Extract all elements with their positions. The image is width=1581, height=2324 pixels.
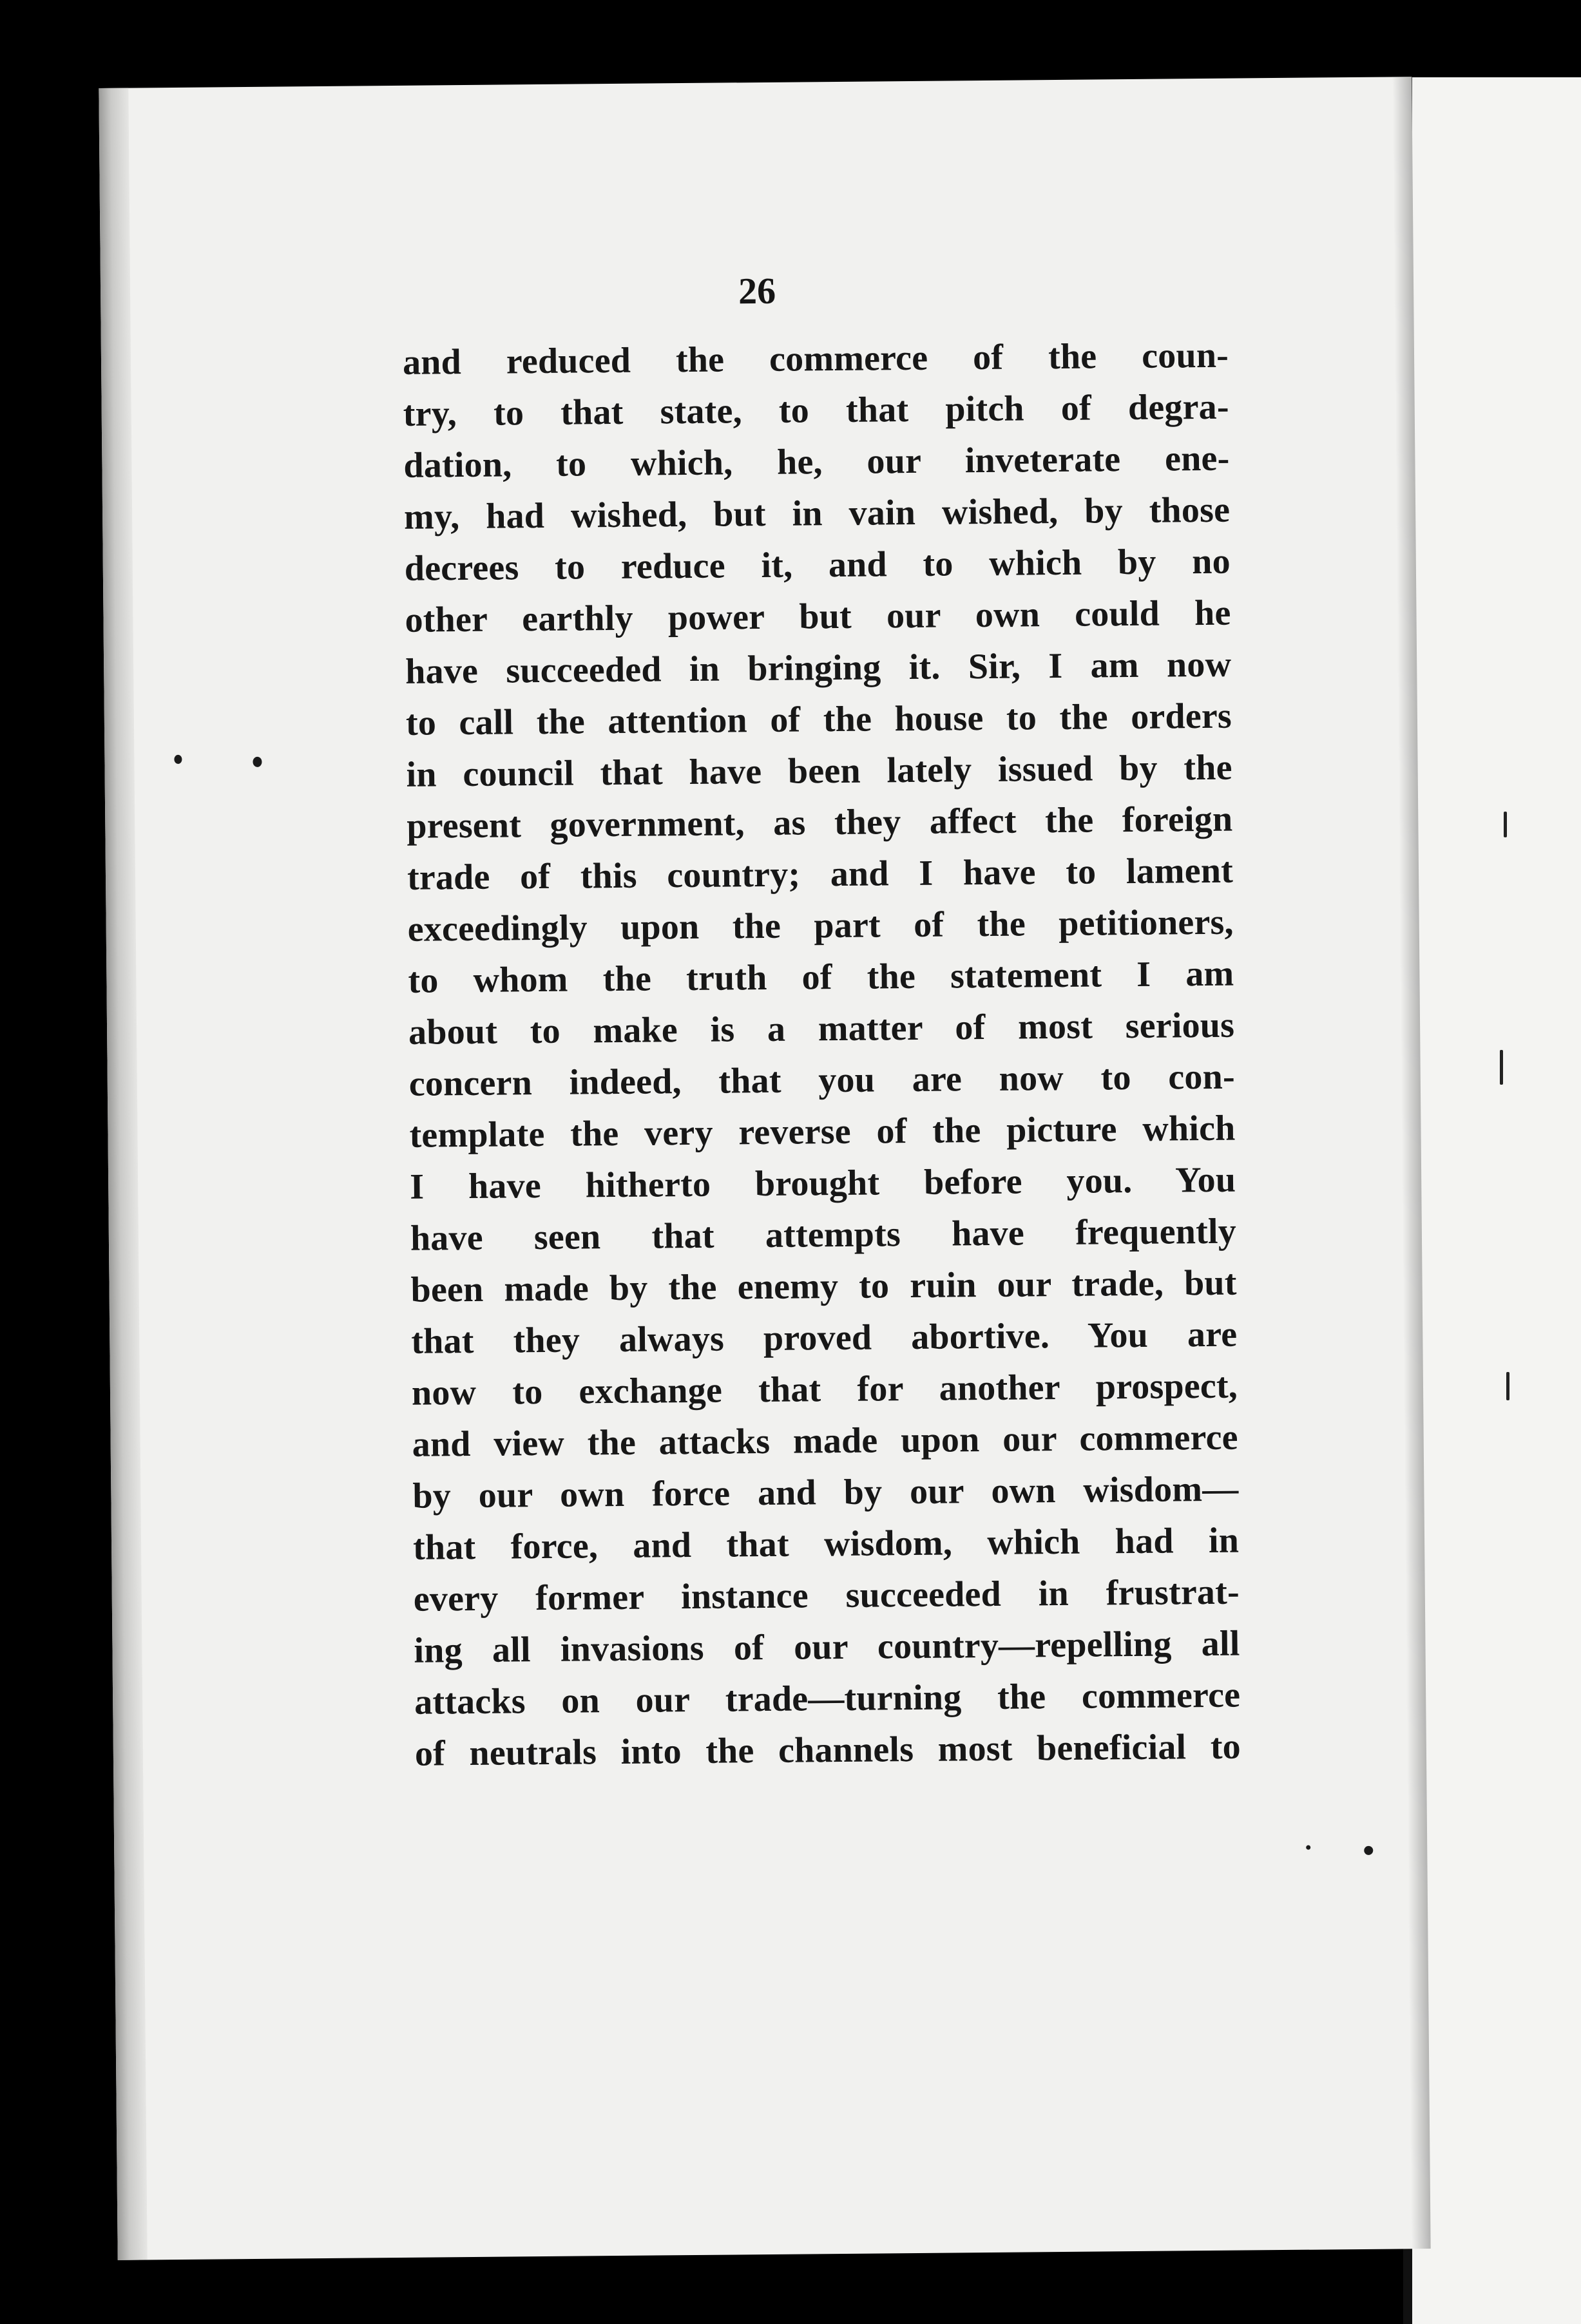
text-line: every former instance succeeded in frustrat- [413, 1572, 1240, 1619]
text-line: my, had wished, but in vain wished, by those [403, 490, 1231, 537]
text-line: been made by the enemy to ruin our trade, but [410, 1262, 1237, 1310]
text-line: that force, and that wisdom, which had in [412, 1520, 1240, 1568]
text-line: other earthly power but our own could he [405, 593, 1231, 640]
text-line: exceedingly upon the part of the petitioners, [407, 902, 1234, 949]
text-line: to call the attention of the house to the orders [405, 696, 1232, 743]
margin-mark [1506, 1372, 1509, 1400]
page-binding-edge [99, 88, 147, 2260]
body-text [403, 330, 1241, 1780]
text-line: by our own force and by our own wisdom— [412, 1469, 1239, 1516]
text-line: about to make is a matter of most serious [408, 1005, 1235, 1052]
text-line: decrees to reduce it, and to which by no [404, 541, 1231, 589]
text-line: now to exchange that for another prospect, [411, 1366, 1238, 1413]
margin-mark [1500, 1050, 1503, 1085]
text-line: dation, to which, he, our inveterate ene- [403, 438, 1230, 486]
text-line: of neutrals into the channels most beneficial to [414, 1726, 1241, 1774]
text-line: present government, as they affect the foreign [407, 799, 1233, 846]
text-line: template the very reverse of the picture which [409, 1108, 1236, 1156]
text-line: and reduced the commerce of the coun- [402, 335, 1229, 383]
ink-speck [1306, 1845, 1310, 1850]
text-line: that they always proved abortive. You are [411, 1314, 1238, 1362]
ink-speck [174, 755, 182, 764]
text-line: and view the attacks made upon our commerce [412, 1417, 1238, 1465]
text-line: to whom the truth of the statement I am [408, 953, 1234, 1001]
text-line: trade of this country; and I have to lament [407, 850, 1234, 898]
ink-speck [253, 757, 262, 767]
text-line: have succeeded in bringing it. Sir, I am now [405, 644, 1232, 692]
text-line: in council that have been lately issued by the [406, 747, 1232, 795]
text-line: I have hitherto brought before you. You [409, 1159, 1236, 1207]
margin-mark [1504, 812, 1507, 837]
text-line: have seen that attempts have frequently [410, 1211, 1237, 1259]
facing-page-edge [1403, 77, 1581, 2324]
text-line: attacks on our trade—turning the commerce [414, 1675, 1241, 1722]
book-page [99, 77, 1430, 2260]
text-line: ing all invasions of our country—repelling all [414, 1623, 1240, 1671]
text-line: concern indeed, that you are now to con- [408, 1056, 1236, 1104]
ink-speck [1364, 1846, 1373, 1855]
text-line: try, to that state, to that pitch of degra- [403, 386, 1229, 434]
page-number: 26 [738, 269, 776, 312]
